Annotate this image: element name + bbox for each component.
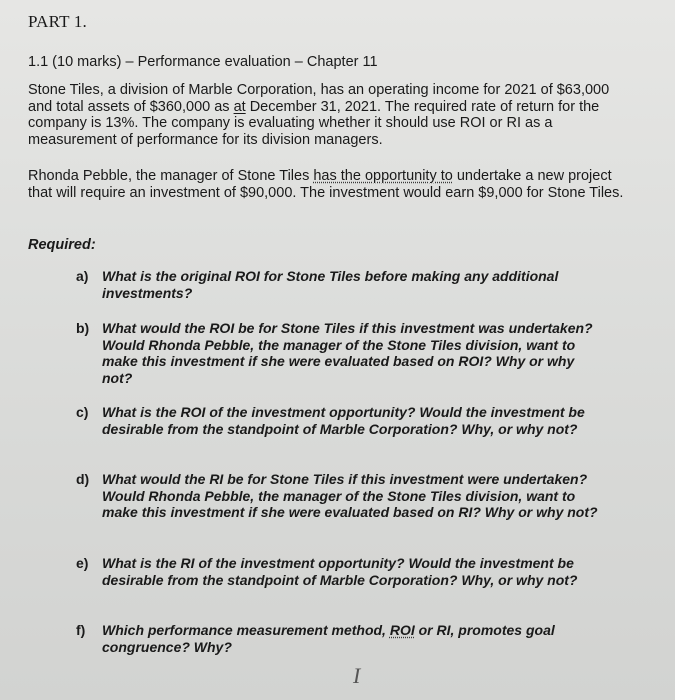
question-f-text-roi: ROI — [389, 622, 415, 638]
section-marks: 1.1 (10 marks) — [28, 54, 122, 70]
question-f-text-a: Which performance measurement method, — [102, 622, 390, 638]
question-text: What is the RI of the investment opportunity? Would the investment be desirable from the standpoint of Marble Corporation? Why, or why not? — [102, 555, 578, 588]
para1-text-a: Stone Tiles, a division of Marble Corporation, has an operating income for 2021 of $63,000 and total assets of $360,000 as — [28, 82, 610, 115]
section-title: Performance evaluation – Chapter 11 — [137, 54, 378, 70]
para2-text-a: Rhonda Pebble, the manager of Stone Tiles — [28, 168, 314, 184]
question-letter: b) — [76, 320, 90, 336]
section-dash: – — [121, 54, 138, 70]
question-letter: a) — [76, 268, 89, 284]
question-letter: c) — [76, 404, 89, 420]
question-text: What is the ROI of the investment opportunity? Would the investment be desirable from the standpoint of Marble Corporation? Why, or why not? — [102, 404, 585, 437]
question-a — [76, 268, 601, 301]
section-heading — [28, 54, 378, 70]
part-title: PART 1. — [28, 12, 87, 31]
paragraph-case-intro — [28, 82, 628, 148]
question-c — [76, 404, 601, 437]
question-letter: e) — [76, 555, 89, 571]
para2-text-c: undertake a new project that will require an investment of $90,000. The investment would earn $9,000 for Stone Tiles. — [28, 168, 624, 201]
question-f — [76, 622, 601, 655]
paragraph-investment — [28, 168, 628, 201]
para1-text-at: at — [233, 98, 246, 115]
para1-text-c: December 31, 2021. The required rate of return for the company is 13%. The company is evaluating whether it should use ROI or RI as a measurement of performance for its division managers. — [28, 98, 600, 148]
required-label: Required: — [28, 237, 96, 253]
question-text: What would the ROI be for Stone Tiles if this investment was undertaken? Would Rhonda Pebble, the manager of the Stone Tiles division, want to make this investment if she were evaluated based on ROI? Why or why not? — [102, 320, 593, 386]
question-letter: f) — [76, 622, 86, 638]
question-text: What would the RI be for Stone Tiles if this investment were undertaken? Would Rhonda Pebble, the manager of the Stone Tiles division, want to make this investment if she were evaluated based on RI? Why or why not? — [102, 471, 598, 520]
question-e — [76, 555, 601, 588]
question-text — [102, 622, 601, 655]
question-letter: d) — [76, 471, 90, 487]
text-cursor-icon: I — [353, 663, 361, 688]
question-b — [76, 320, 601, 386]
question-f-text-c: or RI, promotes goal congruence? Why? — [102, 622, 555, 655]
question-text: What is the original ROI for Stone Tiles before making any additional investments? — [102, 268, 559, 301]
question-d — [76, 471, 601, 521]
para2-text-opportunity: has the opportunity to — [313, 168, 453, 184]
